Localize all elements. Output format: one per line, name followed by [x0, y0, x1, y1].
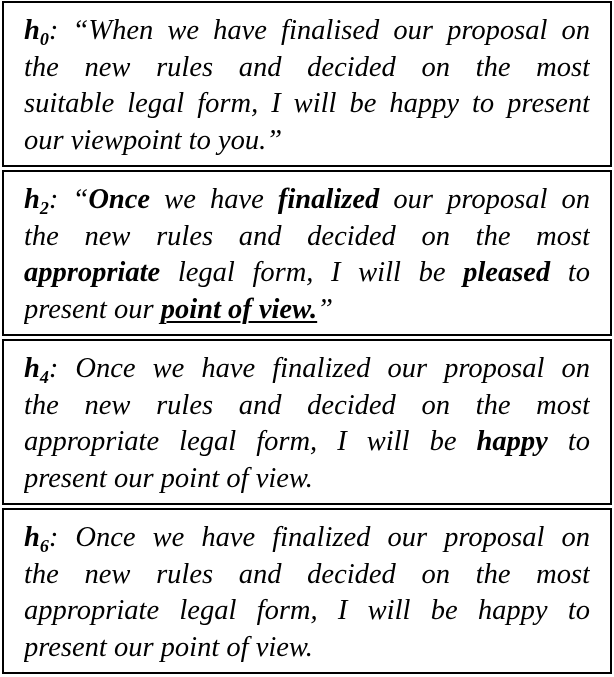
- text-line: appropriate legal form, I will be happy to: [24, 595, 590, 626]
- changed-phrase: point of view.: [160, 293, 318, 325]
- text-line: suitable legal form, I will be happy to present: [24, 88, 590, 119]
- hypothesis-box-h2: [2, 170, 612, 336]
- text-line: the new rules and decided on the most: [24, 51, 590, 83]
- text-line: present our point of view.”: [24, 293, 334, 325]
- text-line: $h_4$: Once we have finalized our proposal on: [24, 353, 590, 387]
- changed-word: appropriate: [24, 257, 161, 288]
- hypothesis-label: $h_4$: [24, 353, 49, 387]
- text-line: the new rules and decided on the most: [24, 558, 590, 590]
- text-line: appropriate legal form, I will be happy to: [24, 426, 590, 457]
- hypothesis-box-h4: [2, 339, 612, 505]
- hypothesis-box-h0: [2, 1, 612, 167]
- hypothesis-label: $h_0$: [24, 15, 49, 49]
- text-line: $h_6$: Once we have finalized our proposal on: [24, 522, 590, 556]
- changed-word: Once: [88, 184, 151, 215]
- text-line: appropriate legal form, I will be pleased to: [24, 257, 590, 288]
- text-line: $h_0$: “When we have finalised our proposal on: [24, 15, 590, 49]
- text-line: the new rules and decided on the most: [24, 220, 590, 252]
- changed-word: happy: [476, 426, 548, 457]
- text-line: our viewpoint to you.”: [24, 124, 283, 156]
- changed-word: finalized: [277, 184, 380, 215]
- text-line: present our point of view.: [24, 462, 313, 494]
- text-line: the new rules and decided on the most: [24, 389, 590, 421]
- hypothesis-table: [2, 1, 612, 677]
- hypothesis-label: $h_2$: [24, 184, 49, 218]
- hypothesis-box-h6: [2, 508, 612, 674]
- text-line: $h_2$: “Once we have finalized our proposal on: [24, 184, 590, 218]
- changed-word: pleased: [463, 257, 551, 288]
- text-line: present our point of view.: [24, 631, 313, 663]
- hypothesis-label: $h_6$: [24, 522, 49, 556]
